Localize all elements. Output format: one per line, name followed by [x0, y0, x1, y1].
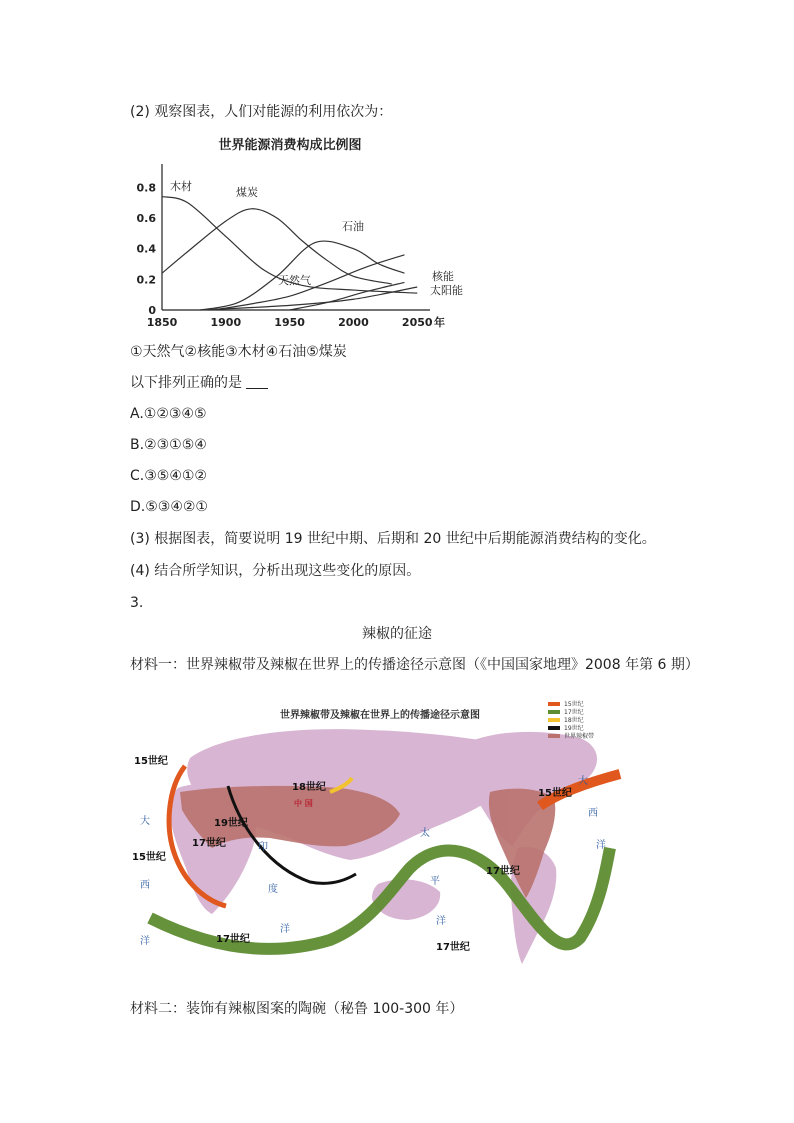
ocean-xi-2: 西 [588, 808, 598, 819]
ocean-yang-2: 洋 [140, 936, 150, 947]
q2-prompt: (2) 观察图表，人们对能源的利用依次为： [130, 104, 393, 120]
ocean-ping: 平 [430, 876, 440, 887]
choice-b[interactable]: B.②③①⑤④ [130, 437, 207, 453]
ocean-du: 度 [268, 884, 278, 895]
chart-title: 世界能源消费构成比例图 [218, 138, 362, 153]
legend-belt: 世界辣椒带 [564, 733, 595, 740]
y-tick-label: 0.6 [136, 212, 156, 225]
x-tick-label: 2050 [401, 316, 433, 329]
label-china: 中 国 [294, 799, 313, 808]
series-label-5: 太阳能 [430, 284, 463, 297]
choice-c[interactable]: C.③⑤④①② [130, 468, 207, 484]
label-15c-b: 15世纪 [132, 852, 166, 863]
q2-options-list: ①天然气②核能③木材④石油⑤煤炭 [130, 344, 347, 360]
ocean-yang-4: 洋 [596, 840, 606, 851]
legend-19c: 19世纪 [564, 725, 584, 732]
x-tick-label: 1900 [210, 316, 242, 329]
label-17c-c: 17世纪 [436, 942, 470, 953]
series-label-0: 木材 [170, 180, 192, 193]
choice-d[interactable]: D.⑤③④②① [130, 499, 208, 515]
question-4: (4) 结合所学知识，分析出现这些变化的原因。 [130, 563, 421, 579]
ocean-da-1: 大 [140, 816, 150, 827]
legend-18c: 18世纪 [564, 717, 584, 724]
x-tick-label: 2000 [338, 316, 369, 329]
section-3-number: 3. [130, 595, 144, 611]
x-tick-label: 1850 [146, 316, 178, 329]
label-17c-a: 17世纪 [192, 838, 226, 849]
section-3-title: 辣椒的征途 [362, 626, 432, 642]
ocean-tai: 太 [420, 828, 430, 839]
ocean-yang-1: 洋 [280, 924, 290, 935]
label-15c-c: 15世纪 [538, 788, 572, 799]
chart-series-labels [170, 179, 463, 297]
series-label-4: 核能 [432, 270, 454, 283]
label-19c: 19世纪 [214, 818, 248, 829]
label-17c-d: 17世纪 [486, 866, 520, 877]
y-tick-label: 0.8 [136, 181, 156, 195]
series-label-3: 天然气 [278, 274, 311, 287]
y-tick-label: 0 [148, 304, 156, 317]
chart-series-group [162, 197, 417, 310]
y-tick-label: 0.2 [136, 273, 156, 287]
q2-ask: 以下排列正确的是 [130, 374, 268, 392]
legend-17c: 17世纪 [564, 709, 584, 716]
question-3: (3) 根据图表，简要说明 19 世纪中期、后期和 20 世纪中后期能源消费结构的变化。 [130, 531, 656, 547]
label-15c-a: 15世纪 [134, 756, 168, 767]
material-1: 材料一：世界辣椒带及辣椒在世界上的传播途径示意图（《中国国家地理》2008 年第 6 期） [130, 657, 699, 673]
ocean-da-2: 大 [578, 776, 588, 787]
answer-blank[interactable] [246, 374, 268, 389]
series-label-1: 煤炭 [236, 186, 258, 199]
x-tick-label: 1950 [274, 316, 305, 329]
map-title: 世界辣椒带及辣椒在世界上的传播途径示意图 [280, 710, 480, 721]
legend-15c: 15世纪 [564, 701, 584, 708]
energy-chart [130, 132, 463, 332]
y-tick-label: 0.4 [136, 242, 156, 256]
ocean-xi-1: 西 [140, 880, 150, 891]
material-2: 材料二：装饰有辣椒图案的陶碗（秘鲁 100-300 年） [130, 1001, 464, 1017]
series-label-2: 石油 [342, 220, 364, 233]
choice-a[interactable]: A.①②③④⑤ [130, 406, 207, 422]
chili-spread-map [130, 688, 625, 978]
label-18c: 18世纪 [292, 782, 326, 793]
label-17c-b: 17世纪 [216, 934, 250, 945]
ocean-yin: 印 [258, 842, 268, 853]
ocean-yang-3: 洋 [436, 916, 446, 927]
x-unit-label: 年 [434, 316, 445, 329]
